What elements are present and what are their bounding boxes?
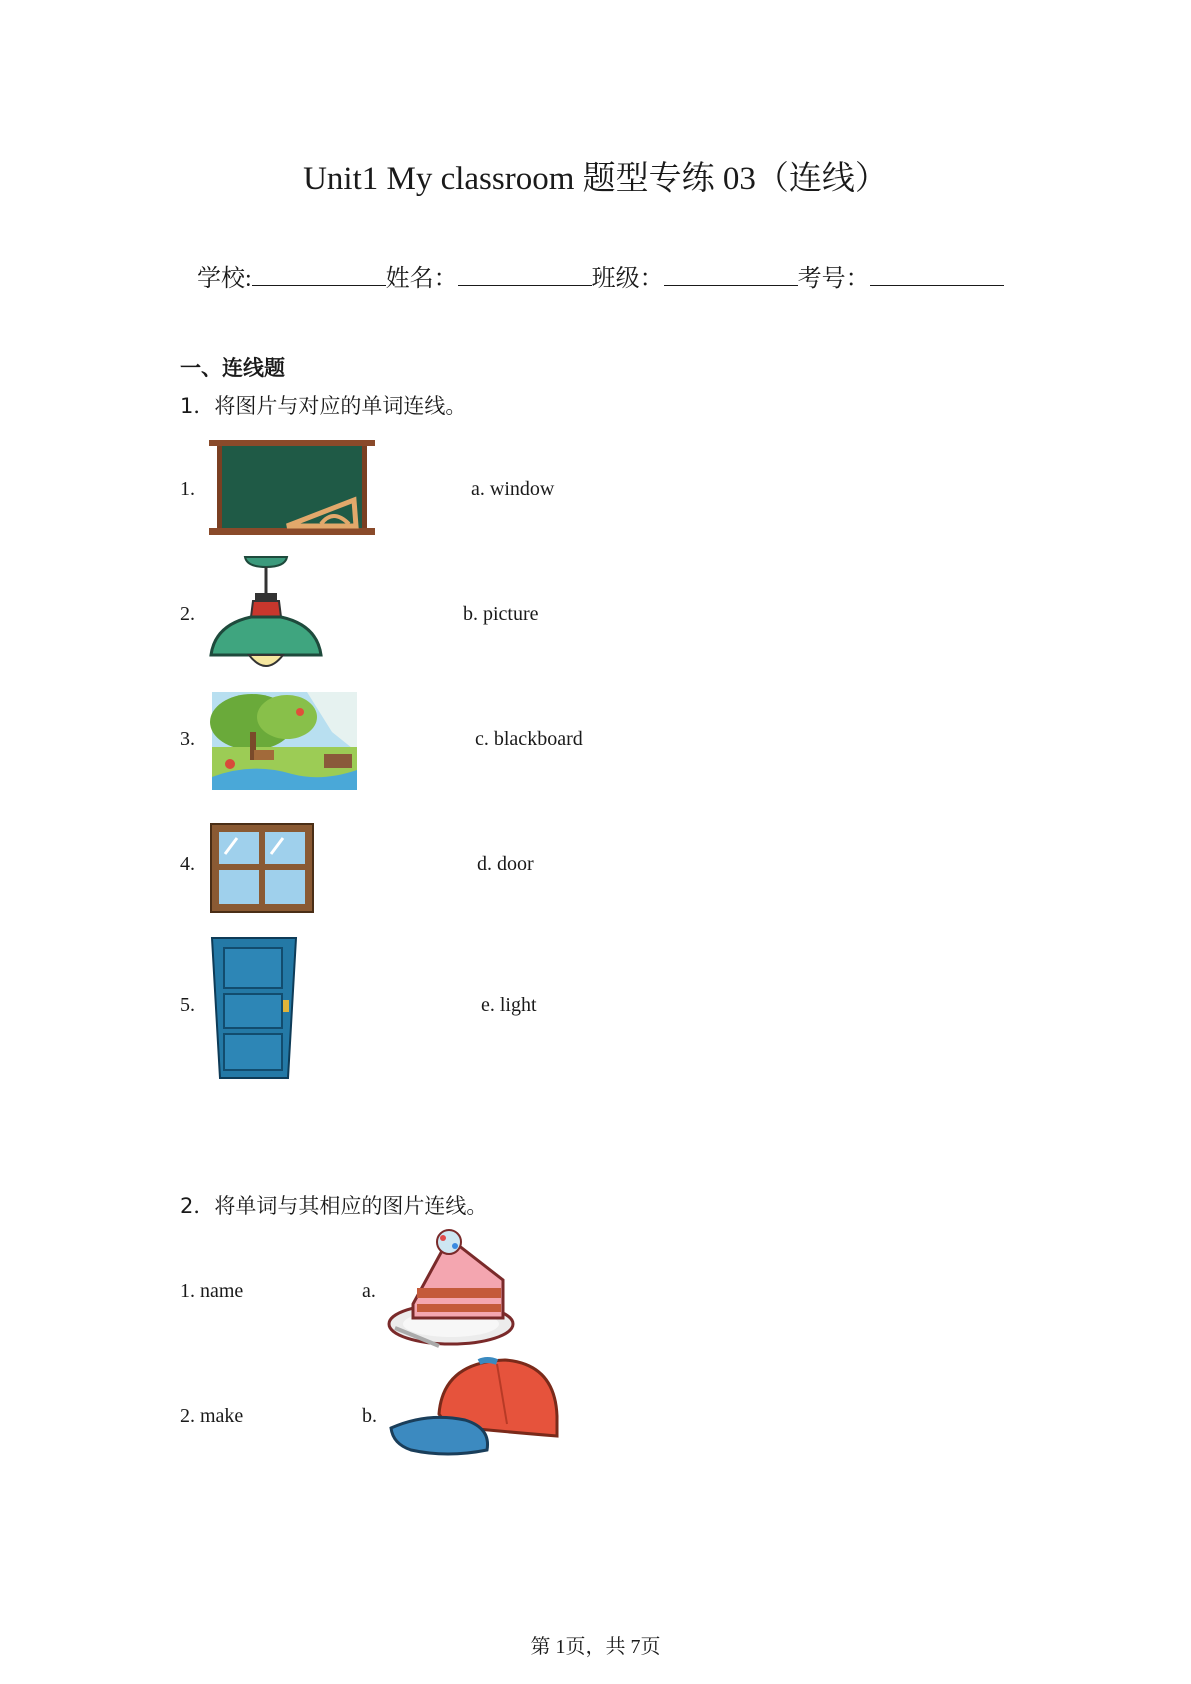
page-title: Unit1 My classroom 题型专练 03（连线） — [303, 161, 888, 197]
section-heading: 一、连线题 — [180, 356, 285, 380]
q1-word-e[interactable]: e. light — [481, 994, 537, 1016]
q1-word-b[interactable]: b. picture — [463, 603, 539, 625]
exam-no-blank[interactable] — [870, 263, 1004, 286]
q2-word-2[interactable]: 2. make — [180, 1405, 244, 1427]
landscape-picture-image[interactable] — [212, 692, 357, 790]
q1-number-1: 1. — [180, 478, 195, 500]
cake-image[interactable] — [385, 1228, 517, 1348]
window-image[interactable] — [211, 824, 313, 912]
q1-number-4: 4. — [180, 853, 195, 875]
q1-number-3: 3. — [180, 728, 195, 750]
info-line — [197, 258, 1004, 293]
cap-image[interactable] — [387, 1354, 563, 1464]
name-label: 姓名： — [385, 266, 458, 292]
school-label: 学校: — [197, 266, 252, 292]
exam-no-label: 考号： — [797, 266, 870, 292]
question-2-prompt: 2．将单词与其相应的图片连线。 — [180, 1194, 488, 1218]
question-1-prompt: 1．将图片与对应的单词连线。 — [180, 394, 467, 418]
class-label: 班级： — [591, 266, 664, 292]
class-blank[interactable] — [664, 263, 798, 286]
q1-number-5: 5. — [180, 994, 195, 1016]
blackboard-image[interactable] — [209, 440, 375, 535]
q2-word-1[interactable]: 1. name — [180, 1280, 244, 1302]
q2-letter-b: b. — [362, 1405, 377, 1427]
name-blank[interactable] — [458, 263, 592, 286]
page-footer: 第 1页，共 7页 — [530, 1636, 661, 1658]
q1-word-a[interactable]: a. window — [471, 478, 555, 500]
school-blank[interactable] — [252, 263, 386, 286]
q1-number-2: 2. — [180, 603, 195, 625]
q2-letter-a: a. — [362, 1280, 376, 1302]
door-image[interactable] — [210, 936, 298, 1080]
q1-word-d[interactable]: d. door — [477, 853, 534, 875]
lamp-image[interactable] — [209, 555, 324, 675]
q1-word-c[interactable]: c. blackboard — [475, 728, 583, 750]
